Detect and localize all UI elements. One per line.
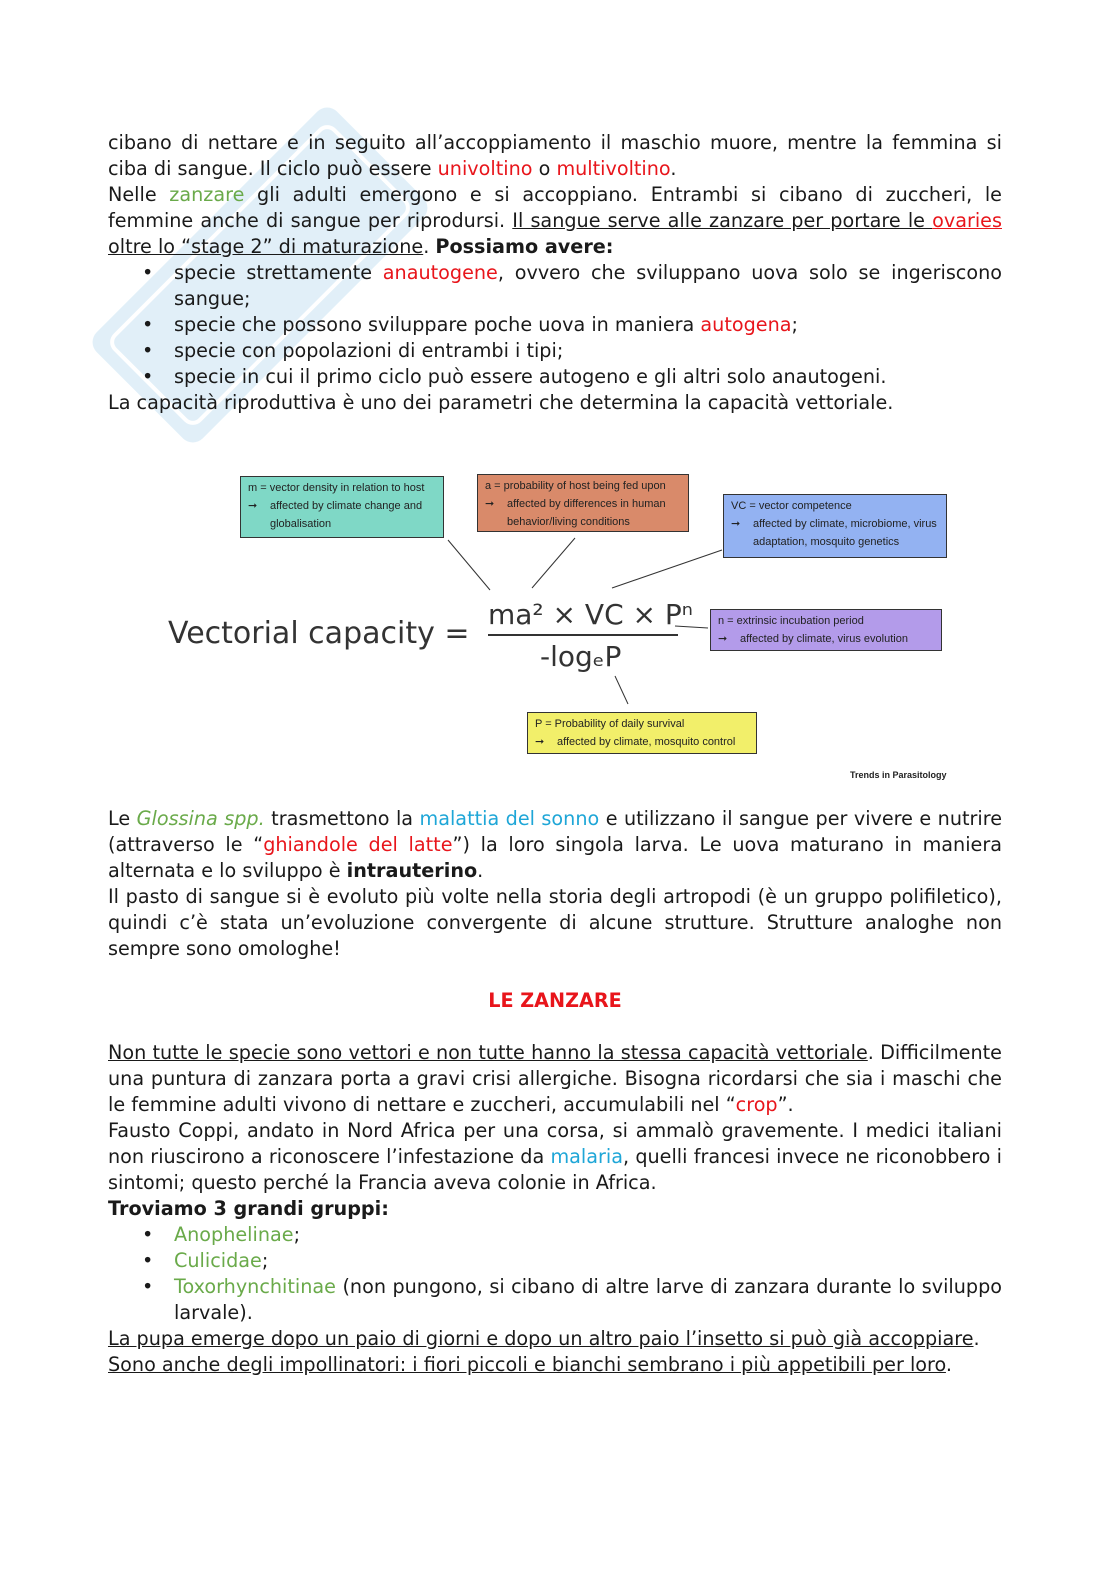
paragraph-impollinatori: Sono anche degli impollinatori: i fiori piccoli e bianchi sembrano i più appetibili per loro. bbox=[108, 1353, 953, 1376]
term-malaria: malaria bbox=[550, 1145, 623, 1168]
paragraph-pasto: Il pasto di sangue si è evoluto più volte nella storia degli artropodi (è un gruppo polifiletico), quindi c’è stata un’evoluzione convergente di alcune strutture. Strutture analoghe non sempre sono omologhe! bbox=[108, 885, 1002, 960]
list-item: • Culicidae; bbox=[174, 1248, 1002, 1274]
list-item: • specie con popolazioni di entrambi i tipi; bbox=[174, 338, 1002, 364]
box-n: n = extrinsic incubation period ➞ affected by climate, virus evolution bbox=[710, 609, 942, 651]
text-block-1 bbox=[108, 130, 1002, 416]
list-item: • specie in cui il primo ciclo può essere autogeno e gli altri solo anautogeni. bbox=[174, 364, 1002, 390]
list-item: • Toxorhynchitinae (non pungono, si cibano di altre larve di zanzara durante lo sviluppo larvale). bbox=[174, 1274, 1002, 1326]
vectorial-capacity-figure bbox=[160, 470, 960, 790]
paragraph-zanzare: Nelle zanzare gli adulti emergono e si accoppiano. Entrambi si cibano di zuccheri, le femmine anche di sangue per riprodursi. Il sangue serve alle zanzare per portare le ovaries oltre lo “stage 2” di maturazione. Possiamo avere: bbox=[108, 183, 1002, 258]
paragraph-coppi: Fausto Coppi, andato in Nord Africa per una corsa, si ammalò gravemente. I medici italiani non riuscirono a riconoscere l’infestazione da malaria, quelli francesi invece ne riconobbero i sintomi; questo perché la Francia aveva colonie in Africa. bbox=[108, 1119, 1002, 1194]
paragraph-glossina: Le Glossina spp. trasmettono la malattia del sonno e utilizzano il sangue per vivere e nutrire (attraverso le “ghiandole del latte”) la loro singola larva. Le uova maturano in maniera alternata e lo sviluppo è intrauterino. bbox=[108, 807, 1003, 882]
term-crop: crop bbox=[735, 1093, 778, 1116]
term-ovaries: ovaries bbox=[932, 209, 1002, 232]
formula-denominator: -logₑP bbox=[540, 640, 622, 673]
paragraph-intro: cibano di nettare e in seguito all’accoppiamento il maschio muore, mentre la femmina si ciba di sangue. Il ciclo può essere univoltino o multivoltino. bbox=[108, 131, 1002, 180]
list-item: • specie strettamente anautogene, ovvero che sviluppano uova solo se ingeriscono sangue; bbox=[174, 260, 1002, 312]
groups-list bbox=[108, 1222, 1002, 1326]
term-malattia-del-sonno: malattia del sonno bbox=[419, 807, 600, 830]
box-a: a = probability of host being fed upon ➞ affected by differences in human behavior/living conditions bbox=[477, 474, 689, 532]
list-item: • Anophelinae; bbox=[174, 1222, 1002, 1248]
term-autogena: autogena bbox=[700, 313, 792, 336]
term-multivoltino: multivoltino bbox=[556, 157, 671, 180]
box-vc: VC = vector competence ➞ affected by climate, microbiome, virus adaptation, mosquito genetics bbox=[723, 494, 947, 558]
text-block-2 bbox=[108, 806, 1002, 1378]
term-anautogene: anautogene bbox=[382, 261, 498, 284]
term-ghiandole: ghiandole del latte bbox=[263, 833, 453, 856]
paragraph-gruppi: Troviamo 3 grandi gruppi: bbox=[108, 1197, 389, 1220]
box-m: m = vector density in relation to host ➞ affected by climate change and globalisation bbox=[240, 476, 444, 538]
fraction-line bbox=[488, 634, 678, 636]
species-list bbox=[108, 260, 1002, 390]
term-univoltino: univoltino bbox=[437, 157, 533, 180]
paragraph-vettori: Non tutte le specie sono vettori e non tutte hanno la stessa capacità vettoriale. Difficilmente una puntura di zanzara porta a gravi crisi allergiche. Bisogna ricordarsi che sia i maschi che le femmine adulti vivono di nettare e zuccheri, accumulabili nel “crop”. bbox=[108, 1041, 1002, 1116]
list-item: • specie che possono sviluppare poche uova in maniera autogena; bbox=[174, 312, 1002, 338]
figure-credit: Trends in Parasitology bbox=[850, 770, 947, 780]
box-p: P = Probability of daily survival ➞ affected by climate, mosquito control bbox=[527, 712, 757, 754]
formula-numerator: ma² × VC × Pⁿ bbox=[488, 598, 693, 631]
formula-label: Vectorial capacity = bbox=[168, 616, 470, 651]
term-glossina: Glossina spp. bbox=[136, 807, 265, 830]
term-zanzare: zanzare bbox=[169, 183, 245, 206]
paragraph-capacita: La capacità riproduttiva è uno dei parametri che determina la capacità vettoriale. bbox=[108, 391, 894, 414]
paragraph-pupa: La pupa emerge dopo un paio di giorni e dopo un altro paio l’insetto si può già accoppiare. bbox=[108, 1327, 980, 1350]
section-heading: LE ZANZARE bbox=[488, 989, 622, 1012]
